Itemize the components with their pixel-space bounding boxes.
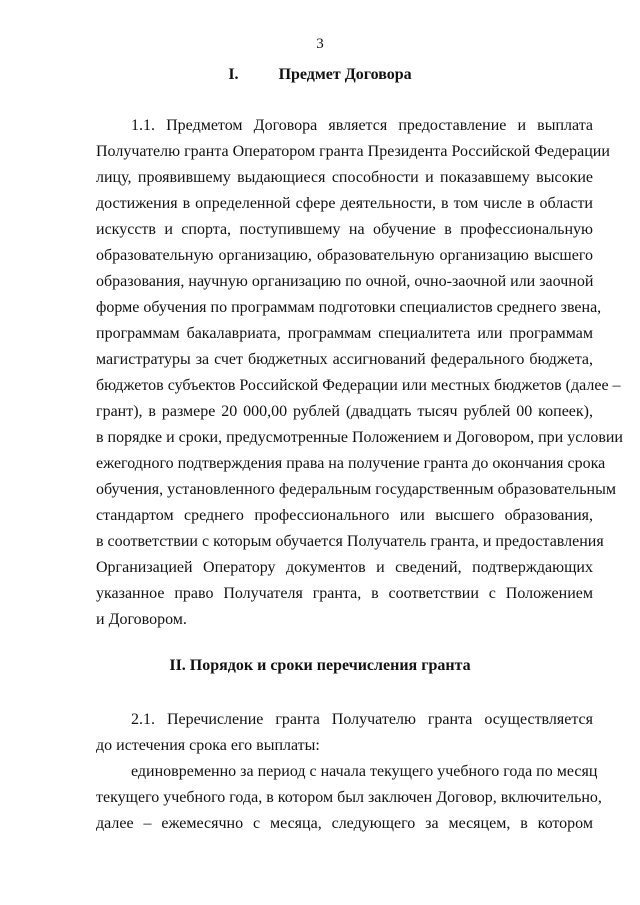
paragraph-line: достижения в определенной сфере деятельности, в том числе в области: [96, 195, 593, 212]
paragraph-line: образовательную организацию, образовательную организацию высшего: [96, 247, 593, 264]
paragraph-line: 1.1. Предметом Договора является предоставление и выплата: [131, 117, 593, 134]
paragraph-line: образования, научную организацию по очной, очно-заочной или заочной: [96, 273, 594, 290]
paragraph-line: и Договором.: [96, 611, 187, 628]
paragraph-line: ежегодного подтверждения права на получение гранта до окончания срока: [96, 455, 606, 472]
paragraph-line: бюджетов субъектов Российской Федерации или местных бюджетов (далее –: [96, 377, 621, 394]
paragraph-line: текущего учебного года, в котором был заключен Договор, включительно,: [96, 789, 602, 806]
page-number: 3: [316, 36, 324, 52]
paragraph-line: в соответствии с которым обучается Получатель гранта, и предоставления: [96, 533, 604, 550]
paragraph-line: программам бакалавриата, программам специалитета или программам: [96, 325, 593, 342]
paragraph-line: в порядке и сроки, предусмотренные Положением и Договором, при условии: [96, 429, 623, 446]
paragraph-line: указанное право Получателя гранта, в соответствии с Положением: [96, 585, 593, 602]
paragraph-line: лицу, проявившему выдающиеся способности и показавшему высокие: [96, 169, 593, 186]
paragraph-line: далее – ежемесячно с месяца, следующего за месяцем, в котором: [96, 815, 593, 832]
paragraph-line: Организацией Оператору документов и сведений, подтверждающих: [96, 559, 593, 576]
paragraph-line: единовременно за период с начала текущего учебного года по месяц: [131, 763, 598, 780]
paragraph-line: до истечения срока его выплаты:: [96, 737, 320, 754]
paragraph-line: Получателю гранта Оператором гранта Президента Российской Федерации: [96, 143, 610, 160]
paragraph-line: магистратуры за счет бюджетных ассигнований федерального бюджета,: [96, 351, 593, 368]
section-1-numeral: I.: [228, 66, 239, 83]
paragraph-line: форме обучения по программам подготовки специалистов среднего звена,: [96, 299, 602, 316]
section-2-heading: II. Порядок и сроки перечисления гранта: [169, 657, 471, 674]
paragraph-line: грант), в размере 20 000,00 рублей (двадцать тысяч рублей 00 копеек),: [96, 403, 593, 420]
paragraph-line: искусств и спорта, поступившему на обучение в профессиональную: [96, 221, 593, 238]
section-1-title: Предмет Договора: [278, 66, 412, 83]
paragraph-line: обучения, установленного федеральным государственным образовательным: [96, 481, 616, 498]
section-1-heading: [0, 66, 640, 84]
paragraph-line: стандартом среднего профессионального или высшего образования,: [96, 507, 593, 524]
paragraph-line: 2.1. Перечисление гранта Получателю гранта осуществляется: [131, 711, 593, 728]
